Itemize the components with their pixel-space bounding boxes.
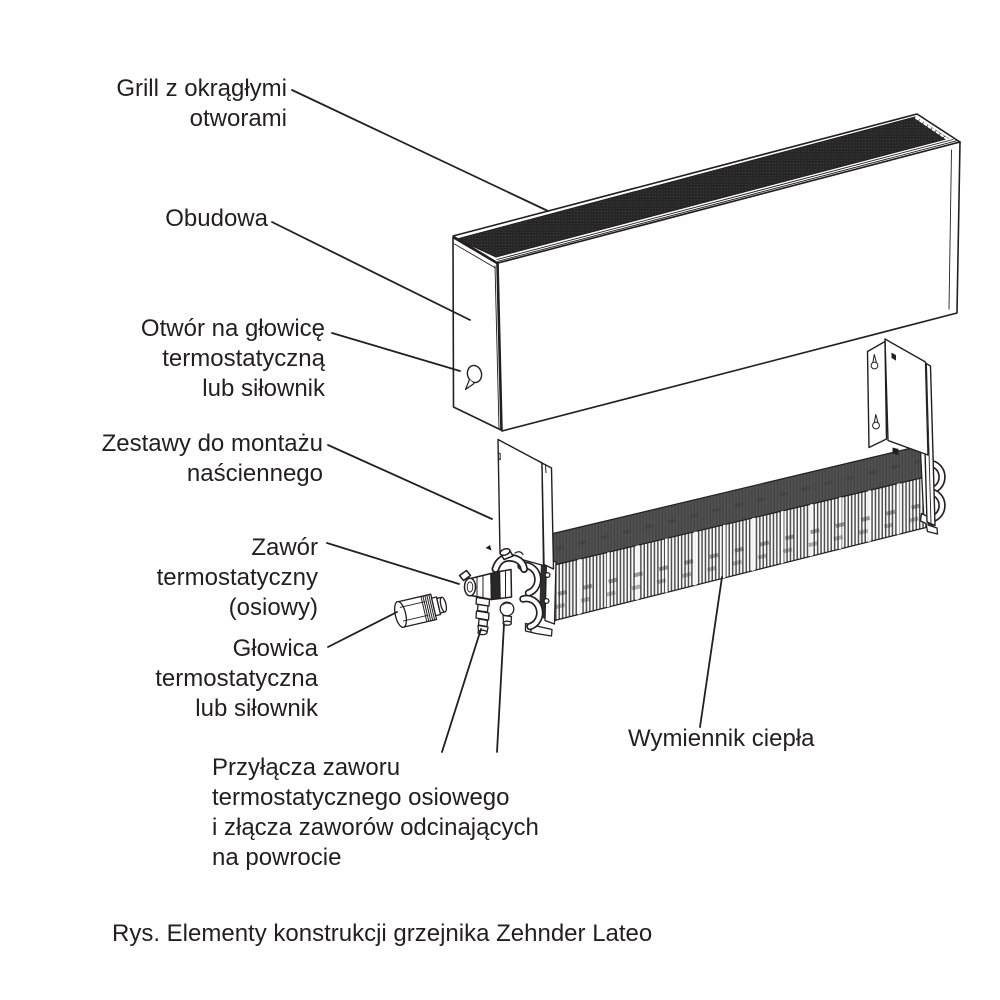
label-glowica [155,634,318,724]
leader-przylacza-2 [497,624,504,752]
label-line: otworami [189,105,287,132]
label-line: (osiowy) [228,594,318,621]
label-line: na powrocie [212,844,342,871]
label-line: termostatyczna [155,665,318,692]
figure-caption: Rys. Elementy konstrukcji grzejnika Zehnder Lateo [112,920,653,947]
bracket-back-plate [885,339,928,455]
label-line: lub siłownik [202,375,325,402]
casing-left-face [453,238,501,431]
label-line: Obudowa [165,205,268,232]
leader-otwor [332,333,460,371]
label-line: Głowica [232,635,318,662]
label-line: Grill z okrągłymi [116,75,287,102]
label-obudowa [165,204,268,234]
label-line: lub siłownik [195,695,318,722]
label-line: i złącza zaworów odcinających [212,814,539,841]
leader-zestawy [328,445,492,519]
axial-valve-body [465,570,512,600]
label-line: Przyłącza zaworu [212,754,401,781]
label-zestawy [102,429,323,489]
leader-obudowa [272,222,470,320]
heat-exchanger [526,446,943,640]
thermostatic-head [392,591,448,628]
label-line: termostatycznego osiowego [212,784,510,811]
label-line: Otwór na głowicę [140,315,325,342]
leader-glowica [328,612,397,647]
leader-przylacza-1 [442,629,481,752]
valve-tail-connection [476,598,490,635]
leader-zawor [327,543,459,584]
bracket-front-plate [868,342,887,448]
return-valve-connector [500,602,514,625]
label-zawor [157,533,318,623]
label-grill [116,74,287,134]
label-wymiennik [628,724,815,754]
label-line: naściennego [186,460,323,487]
label-line: Zestawy do montażu [101,430,323,457]
leader-grill [292,90,548,211]
label-line: Zawór [251,534,318,561]
leader-wymiennik [700,577,722,727]
label-line: termostatyczną [162,345,325,372]
label-otwor [141,314,325,404]
label-przylacza [212,753,539,873]
valve-return-bends [521,565,540,626]
air-vent [486,545,492,551]
label-line: Wymiennik ciepła [628,725,815,752]
label-line: termostatyczny [156,564,318,591]
